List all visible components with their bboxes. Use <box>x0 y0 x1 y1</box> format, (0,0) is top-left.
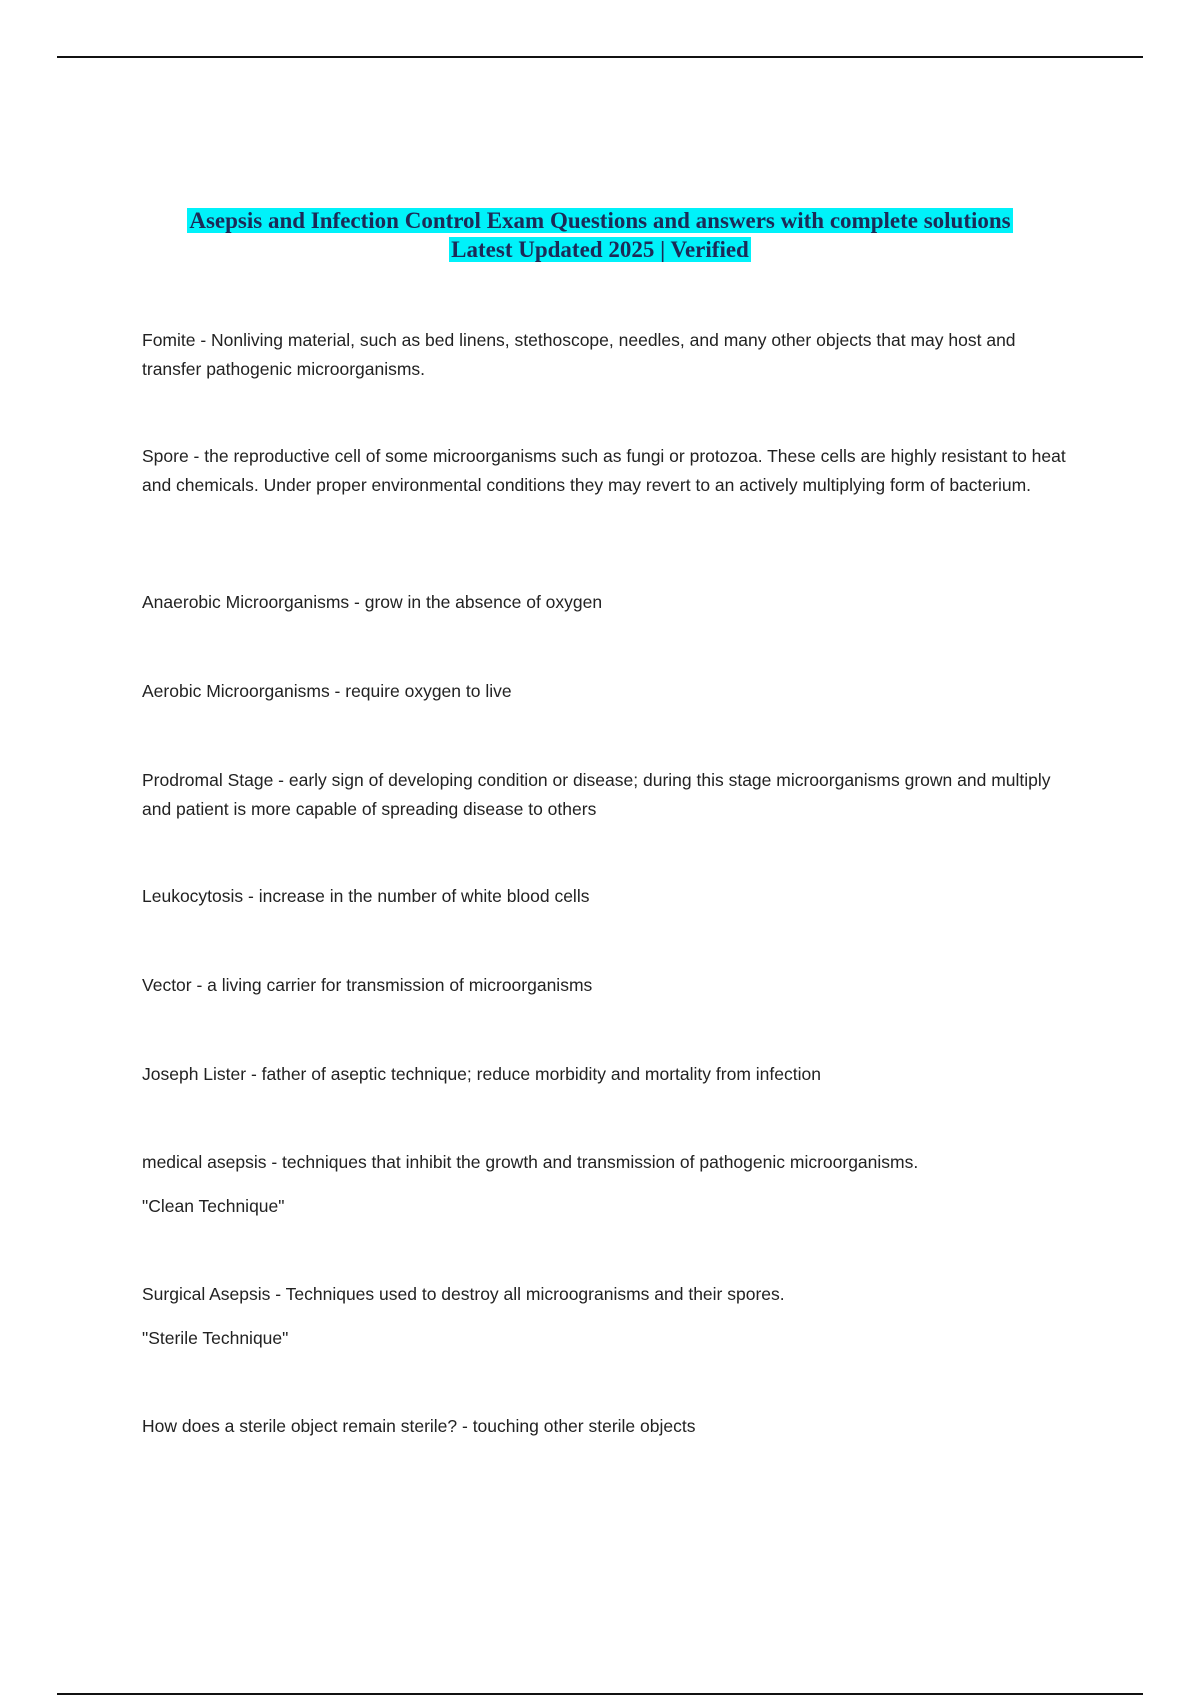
title-line-2: Latest Updated 2025 | Verified <box>451 237 749 262</box>
flashcard-note: "Clean Technique" <box>142 1196 285 1216</box>
flashcard-text: Leukocytosis - increase in the number of white blood cells <box>142 886 590 906</box>
flashcard-note: "Sterile Technique" <box>142 1328 289 1348</box>
footer-rule <box>57 1693 1143 1695</box>
flashcard-joseph-lister <box>142 1060 1072 1089</box>
flashcard-text: How does a sterile object remain sterile? - touching other sterile objects <box>142 1416 696 1436</box>
flashcard-prodromal <box>142 766 1072 824</box>
flashcard-text: Spore - the reproductive cell of some microorganisms such as fungi or protozoa. These cells are highly resistant to heat and chemicals. Under proper environmental conditions they may revert to an actively multiplying form of bacterium. <box>142 446 1066 495</box>
flashcard-text: Aerobic Microorganisms - require oxygen to live <box>142 681 512 701</box>
flashcard-text: Vector - a living carrier for transmission of microorganisms <box>142 975 593 995</box>
flashcard-text: Joseph Lister - father of aseptic technique; reduce morbidity and mortality from infection <box>142 1064 821 1084</box>
flashcard-text: Fomite - Nonliving material, such as bed linens, stethoscope, needles, and many other objects that may host and transfer pathogenic microorganisms. <box>142 330 1016 379</box>
flashcard-surgical-asepsis <box>142 1280 1072 1353</box>
header-rule <box>57 56 1143 58</box>
flashcard-fomite <box>142 326 1072 384</box>
flashcard-text: Prodromal Stage - early sign of developing condition or disease; during this stage microorganisms grown and multiply and patient is more capable of spreading disease to others <box>142 770 1051 819</box>
flashcard-sterile-object <box>142 1412 1072 1441</box>
flashcard-medical-asepsis <box>142 1148 1072 1221</box>
flashcard-aerobic <box>142 677 1072 706</box>
flashcard-text: medical asepsis - techniques that inhibit the growth and transmission of pathogenic microorganisms. <box>142 1152 919 1172</box>
flashcard-text: Surgical Asepsis - Techniques used to destroy all microogranisms and their spores. <box>142 1284 785 1304</box>
document-title <box>100 206 1100 264</box>
flashcard-anaerobic <box>142 588 1072 617</box>
title-line-1: Asepsis and Infection Control Exam Questions and answers with complete solutions <box>189 208 1011 233</box>
flashcard-spore <box>142 442 1072 500</box>
flashcard-vector <box>142 971 1072 1000</box>
flashcard-text: Anaerobic Microorganisms - grow in the absence of oxygen <box>142 592 603 612</box>
flashcard-leukocytosis <box>142 882 1072 911</box>
